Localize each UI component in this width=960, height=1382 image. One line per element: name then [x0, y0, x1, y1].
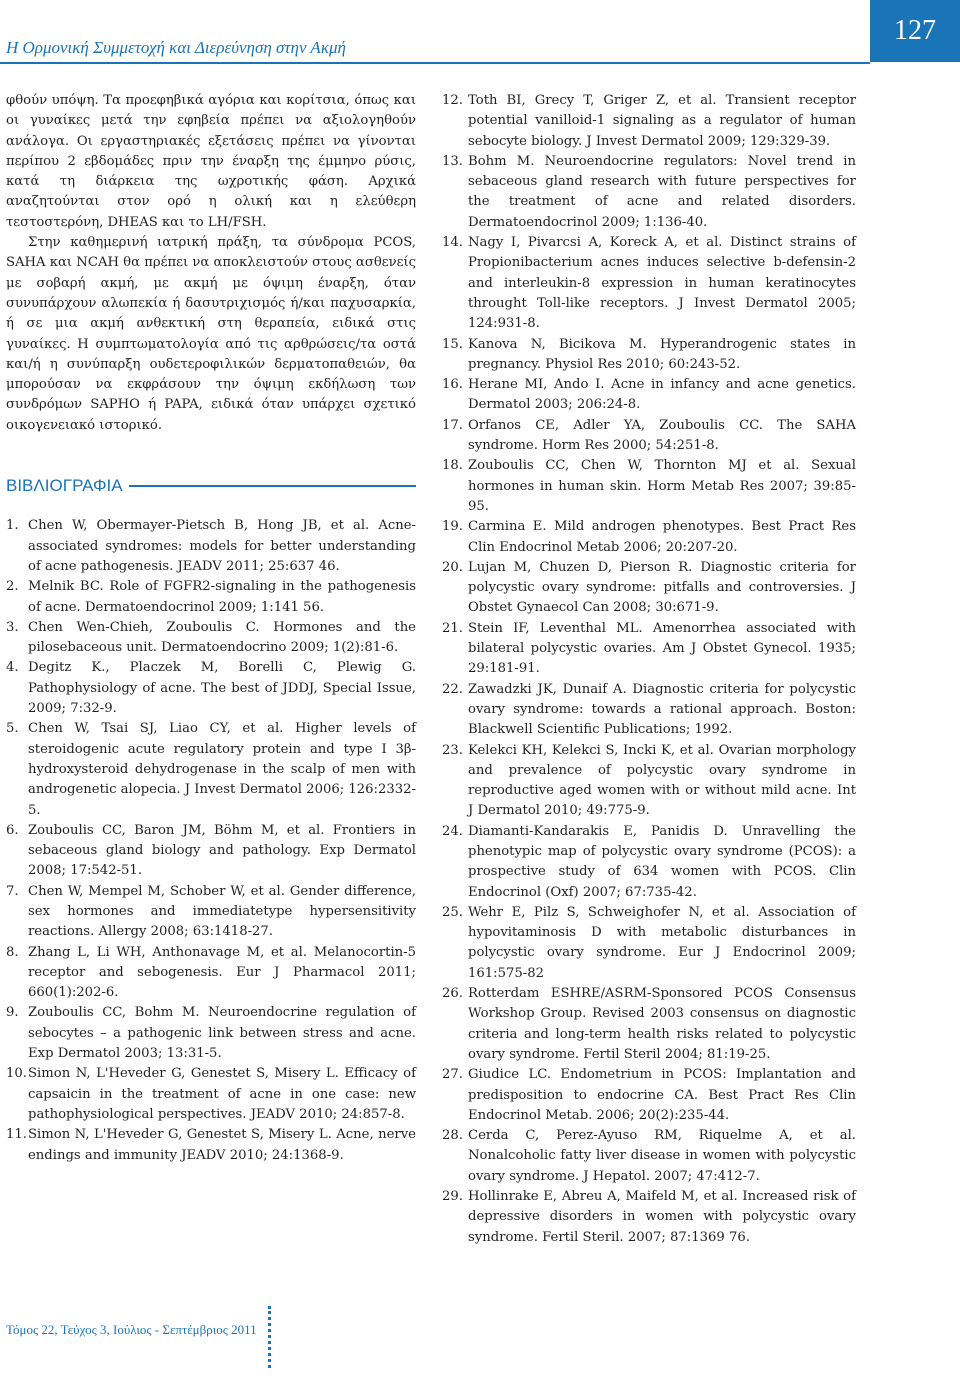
reference-text: Zouboulis CC, Baron JM, Böhm M, et al. Frontiers in sebaceous gland biology and pathology. Exp Dermatol 2008; 17:542-51. — [28, 822, 416, 879]
reference-item — [442, 1065, 856, 1126]
reference-text: Orfanos CE, Adler YA, Zouboulis CC. The SAHA syndrome. Horm Res 2000; 54:251-8. — [468, 417, 856, 454]
reference-text: Stein IF, Leventhal ML. Amenorrhea associated with bilateral polycystic ovaries. Am J Obstet Gynecol. 1935; 29:181-91. — [468, 620, 856, 677]
reference-number: 12. — [442, 93, 463, 108]
reference-number: 13. — [442, 153, 463, 169]
reference-text: Kelekci KH, Kelekci S, Incki K, et al. Ovarian morphology and prevalence of polycystic ovary syndrome in reproductive aged women with or without mild acne. Int J Dermatol 2010; 49:775-9. — [468, 742, 856, 819]
reference-text: Chen W, Tsai SJ, Liao CY, et al. Higher levels of steroidogenic acute regulatory protein and type I 3β-hydroxysteroid dehydrogenase in the scalp of men with androgenetic alopecia. J Invest Dermatol 2006; 126:2332-5. — [28, 721, 417, 818]
reference-number: 21. — [442, 620, 463, 636]
reference-item — [6, 719, 416, 820]
reference-number: 29. — [442, 1189, 463, 1205]
reference-text: Lujan M, Chuzen D, Pierson R. Diagnostic criteria for polycystic ovary syndrome: pitfalls and controversies. J Obstet Gynaecol Can 2008; 30:671-9. — [468, 559, 856, 616]
reference-number: 22. — [442, 681, 463, 697]
reference-item — [6, 1003, 416, 1064]
reference-text: Chen Wen-Chieh, Zouboulis C. Hormones and the pilosebaceous unit. Dermatoendocrino 2009; 1(2):81-6. — [28, 619, 416, 656]
reference-text: Zhang L, Li WH, Anthonavage M, et al. Melanocortin-5 receptor and sebogenesis. Eur J Pharmacol 2011; 660(1):202-6. — [28, 944, 416, 1001]
reference-number: 18. — [442, 458, 463, 474]
reference-text: Rotterdam ESHRE/ASRM-Sponsored PCOS Consensus Workshop Group. Revised 2003 consensus on diagnostic criteria and long-term health risks related to polycystic ovary syndrome. Fertil Steril 2004; 81:19-25. — [468, 986, 856, 1062]
reference-number: 14. — [442, 235, 463, 251]
reference-text: Nagy I, Pivarcsi A, Koreck A, et al. Distinct strains of Propionibacterium acnes induces selective b-defensin-2 and interleukin-8 expression in human keratinocytes throught Toll-like receptors. J Invest Dermatol 2005; 124:931-8. — [468, 235, 856, 332]
reference-text: Herane MI, Ando I. Acne in infancy and acne genetics. Dermatol 2003; 206:24-8. — [468, 377, 856, 413]
reference-number: 3. — [6, 619, 19, 635]
paragraph: φθούν υπόψη. Τα προεφηβικά αγόρια και κορίτσια, όπως και οι γυναίκες μετά την εφηβεία πρέπει να αξιολογηθούν ανάλογα. Οι εργαστηριακές εξετάσεις πρέπει να γίνονται περίπου 2 εβδομάδες πριν την έναρξη της έμμηνο ρύσις, κατά τη διάρκεια της ωχροτικής φάση. Αρχικά αναζητούνται στον ορό η ολική και η ελεύθερη τεστοστερόνη, DHEAS και το LH/FSH. — [6, 93, 416, 230]
reference-list-right — [442, 91, 856, 1248]
heading-rule — [129, 485, 416, 487]
reference-item — [442, 517, 856, 558]
reference-item — [442, 375, 856, 416]
reference-number: 27. — [442, 1067, 463, 1083]
reference-item — [6, 821, 416, 882]
reference-number: 11. — [6, 1127, 27, 1143]
reference-item — [442, 1187, 856, 1248]
page-number: 127 — [870, 0, 960, 62]
reference-item — [442, 1126, 856, 1187]
reference-item — [442, 456, 856, 517]
reference-text: Zouboulis CC, Bohm M. Neuroendocrine regulation of sebocytes – a pathogenic link between stress and acne. Exp Dermatol 2003; 13:31-5. — [28, 1005, 416, 1062]
reference-item — [6, 516, 416, 577]
reference-number: 9. — [6, 1005, 19, 1021]
reference-item — [442, 558, 856, 619]
section-heading-label: ΒΙΒΛΙΟΓΡΑΦΙΑ — [6, 476, 123, 496]
reference-number: 1. — [6, 518, 19, 534]
reference-number: 23. — [442, 742, 463, 758]
reference-number: 6. — [6, 822, 19, 838]
reference-item — [442, 152, 856, 233]
reference-item — [442, 416, 856, 457]
reference-text: Simon N, L'Heveder G, Genestet S, Misery L. Efficacy of capsaicin in the treatment of acne in one case: new pathophysiological perspectives. JEADV 2010; 24:857-8. — [28, 1066, 416, 1122]
reference-item — [6, 577, 416, 618]
reference-text: Kanova N, Bicikova M. Hyperandrogenic states in pregnancy. Physiol Res 2010; 60:243-52. — [468, 336, 856, 372]
reference-number: 26. — [442, 986, 463, 1002]
reference-number: 4. — [6, 660, 19, 676]
reference-item — [442, 619, 856, 680]
reference-number: 15. — [442, 336, 463, 352]
reference-text: Hollinrake E, Abreu A, Maifeld M, et al. Increased risk of depressive disorders in women with polycystic ovary syndrome. Fertil Steril. 2007; 87:1369 76. — [468, 1189, 856, 1245]
left-column — [6, 91, 416, 1166]
reference-text: Simon N, L'Heveder G, Genestet S, Misery L. Acne, nerve endings and immunity JEADV 2010; 24:1368-9. — [28, 1127, 416, 1163]
reference-item — [6, 1125, 416, 1166]
reference-text: Diamanti-Kandarakis E, Panidis D. Unravelling the phenotypic map of polycystic ovary syndrome (PCOS): a prospective study of 634 women with PCOS. Clin Endocrinol (Oxf) 2007; 67:735-42. — [468, 823, 856, 900]
reference-text: Giudice LC. Endometrium in PCOS: Implantation and predisposition to endocrine CA. Best Pract Res Clin Endocrinol Metab. 2006; 20(2):235-44. — [468, 1067, 856, 1123]
reference-number: 7. — [6, 883, 19, 899]
reference-number: 2. — [6, 579, 19, 595]
reference-text: Carmina E. Mild androgen phenotypes. Best Pract Res Clin Endocrinol Metab 2006; 20:207-20. — [468, 519, 856, 555]
reference-number: 25. — [442, 904, 463, 920]
reference-number: 17. — [442, 417, 463, 433]
reference-text: Degitz K., Placzek M, Borelli C, Plewig G. Pathophysiology of acne. The best of JDDJ, Special Issue, 2009; 7:32-9. — [28, 660, 416, 717]
footer-issue: Τόμος 22, Τεύχος 3, Ιούλιος - Σεπτέμβριος 2011 — [6, 1322, 257, 1337]
reference-text: Zawadzki JK, Dunaif A. Diagnostic criteria for polycystic ovary syndrome: towards a rational approach. Boston: Blackwell Scientific Publications; 1992. — [468, 681, 856, 738]
reference-list-left — [6, 516, 416, 1166]
reference-item — [442, 903, 856, 984]
right-column — [442, 91, 856, 1248]
reference-item — [442, 741, 856, 822]
reference-number: 24. — [442, 823, 463, 839]
reference-number: 16. — [442, 377, 463, 393]
reference-item — [442, 680, 856, 741]
reference-number: 5. — [6, 721, 19, 737]
reference-item — [442, 233, 856, 334]
reference-item — [6, 618, 416, 659]
reference-text: Toth BI, Grecy T, Griger Z, et al. Transient receptor potential vanilloid-1 signaling as a regulator of human sebocyte biology. J Invest Dermatol 2009; 129:329-39. — [468, 93, 856, 149]
reference-item — [6, 882, 416, 943]
reference-item — [442, 984, 856, 1065]
reference-item — [6, 1064, 416, 1125]
reference-number: 28. — [442, 1128, 463, 1144]
reference-item — [442, 335, 856, 376]
reference-text: Wehr E, Pilz S, Schweighofer N, et al. Association of hypovitaminosis D with metabolic disturbances in polycystic ovary syndrome. Eur J Endocrinol 2009; 161:575-82 — [468, 904, 856, 981]
reference-text: Melnik BC. Role of FGFR2-signaling in the pathogenesis of acne. Dermatoendocrinol 2009; 1:141 56. — [28, 579, 416, 615]
reference-number: 20. — [442, 559, 463, 575]
reference-item — [442, 822, 856, 903]
reference-text: Bohm M. Neuroendocrine regulators: Novel trend in sebaceous gland research with future perspectives for the treatment of acne and related disorders. Dermatoendocrinol 2009; 1:136-40. — [468, 153, 856, 230]
reference-item — [6, 943, 416, 1004]
reference-item — [442, 91, 856, 152]
header-rule — [0, 62, 870, 64]
reference-text: Chen W, Obermayer-Pietsch B, Hong JB, et al. Acne-associated syndromes: models for better understanding of acne pathogenesis. JEADV 2011; 25:637 46. — [28, 518, 416, 574]
references-heading — [6, 476, 416, 496]
reference-number: 19. — [442, 519, 463, 535]
reference-item — [6, 658, 416, 719]
reference-number: 10. — [6, 1066, 27, 1082]
reference-text: Chen W, Mempel M, Schober W, et al. Gender difference, sex hormones and immediatetype hypersensitivity reactions. Allergy 2008; 63:1418-27. — [28, 883, 416, 940]
reference-number: 8. — [6, 944, 19, 960]
body-text — [6, 91, 416, 436]
reference-text: Cerda C, Perez-Ayuso RM, Riquelme A, et al. Nonalcoholic fatty liver disease in women with polycystic ovary syndrome. J Hepatol. 2007; 47:412-7. — [468, 1128, 856, 1184]
paragraph: Στην καθημερινή ιατρική πράξη, τα σύνδρομα PCOS, SAHA και NCAH θα πρέπει να αποκλειστούν στους ασθενείς με σοβαρή ακμή, με ακμή με όψιμη έναρξη, όταν συνυπάρχουν αλωπεκία ή δασυτριχισμός ή/και παχυσαρκία, ή σε μια ακμή ανθεκτική στη θεραπεία, ειδικά στις γυναίκες. Η συμπτωματολογία από τις αρθρώσεις/τα οστά και/ή η συνύπαρξη ουδετεροφιλικών δερματοπαθειών, θα μπορούσαν να εκφράσουν την όψιμη εκδήλωση των συνδρόμων SAPHO ή PAPA, ειδικά όταν υπάρχει σχετικό οικογενειακό ιστορικό. — [6, 235, 416, 433]
reference-text: Zouboulis CC, Chen W, Thornton MJ et al. Sexual hormones in human skin. Horm Metab Res 2007; 39:85-95. — [468, 458, 856, 514]
running-title: Η Ορμονική Συμμετοχή και Διερεύνηση στην Ακμή — [6, 38, 346, 57]
footer-dotted-divider — [268, 1306, 271, 1368]
